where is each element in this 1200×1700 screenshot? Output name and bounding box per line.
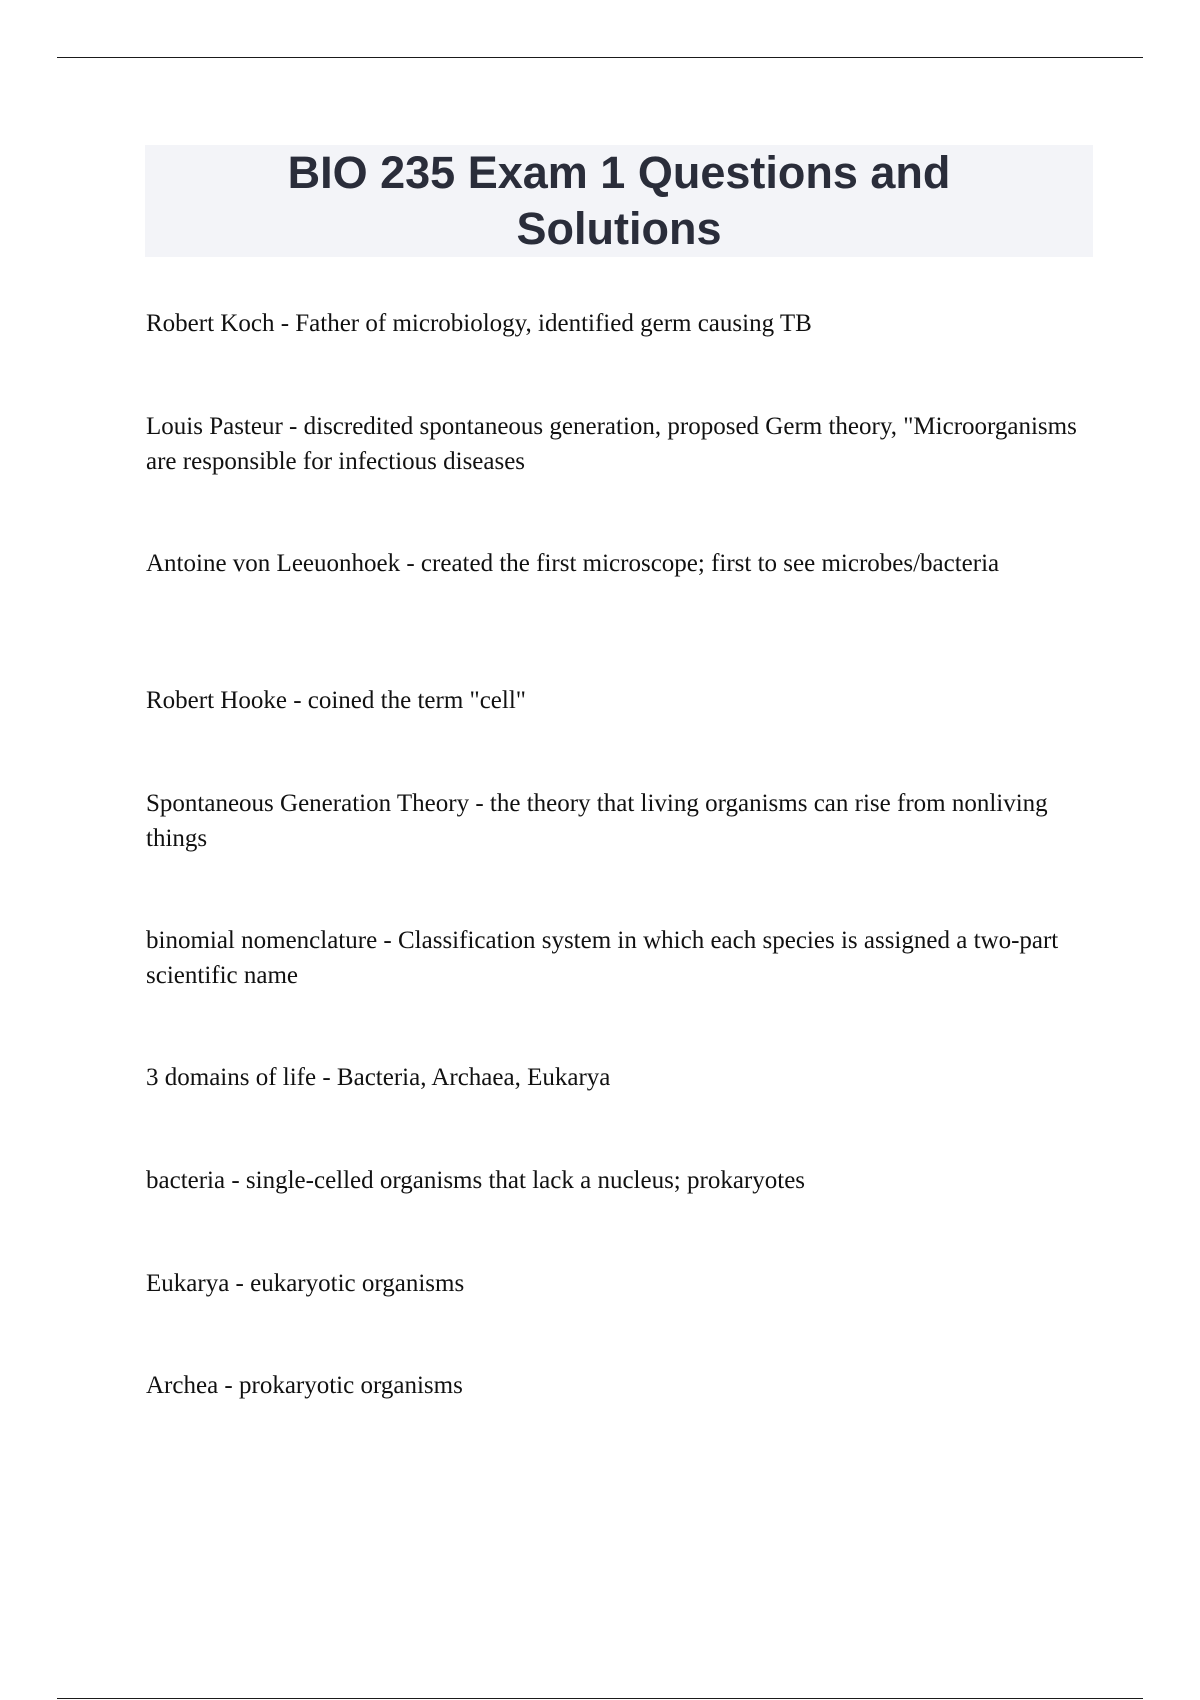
- entry-item: binomial nomenclature - Classification system in which each species is assigned a two-part scientific name: [146, 927, 1059, 989]
- entry-item: Spontaneous Generation Theory - the theory that living organisms can rise from nonliving things: [146, 790, 1048, 852]
- document-title: BIO 235 Exam 1 Questions and Solutions: [287, 147, 951, 254]
- footer-rule: [57, 1698, 1143, 1699]
- entry-item: Robert Koch - Father of microbiology, identified germ causing TB: [146, 310, 812, 337]
- header-rule: [57, 57, 1143, 58]
- entry-item: Louis Pasteur - discredited spontaneous generation, proposed Germ theory, "Microorganisms are responsible for infectious diseases: [146, 413, 1077, 475]
- entry-item: Eukarya - eukaryotic organisms: [146, 1270, 465, 1297]
- entry-item: Antoine von Leeuonhoek - created the first microscope; first to see microbes/bacteria: [146, 550, 1000, 577]
- title-banner: [145, 145, 1093, 257]
- entry-item: Archea - prokaryotic organisms: [146, 1372, 463, 1399]
- entry-item: 3 domains of life - Bacteria, Archaea, Eukarya: [146, 1064, 611, 1091]
- entry-item: bacteria - single-celled organisms that lack a nucleus; prokaryotes: [146, 1167, 806, 1194]
- entry-item: Robert Hooke - coined the term "cell": [146, 687, 527, 714]
